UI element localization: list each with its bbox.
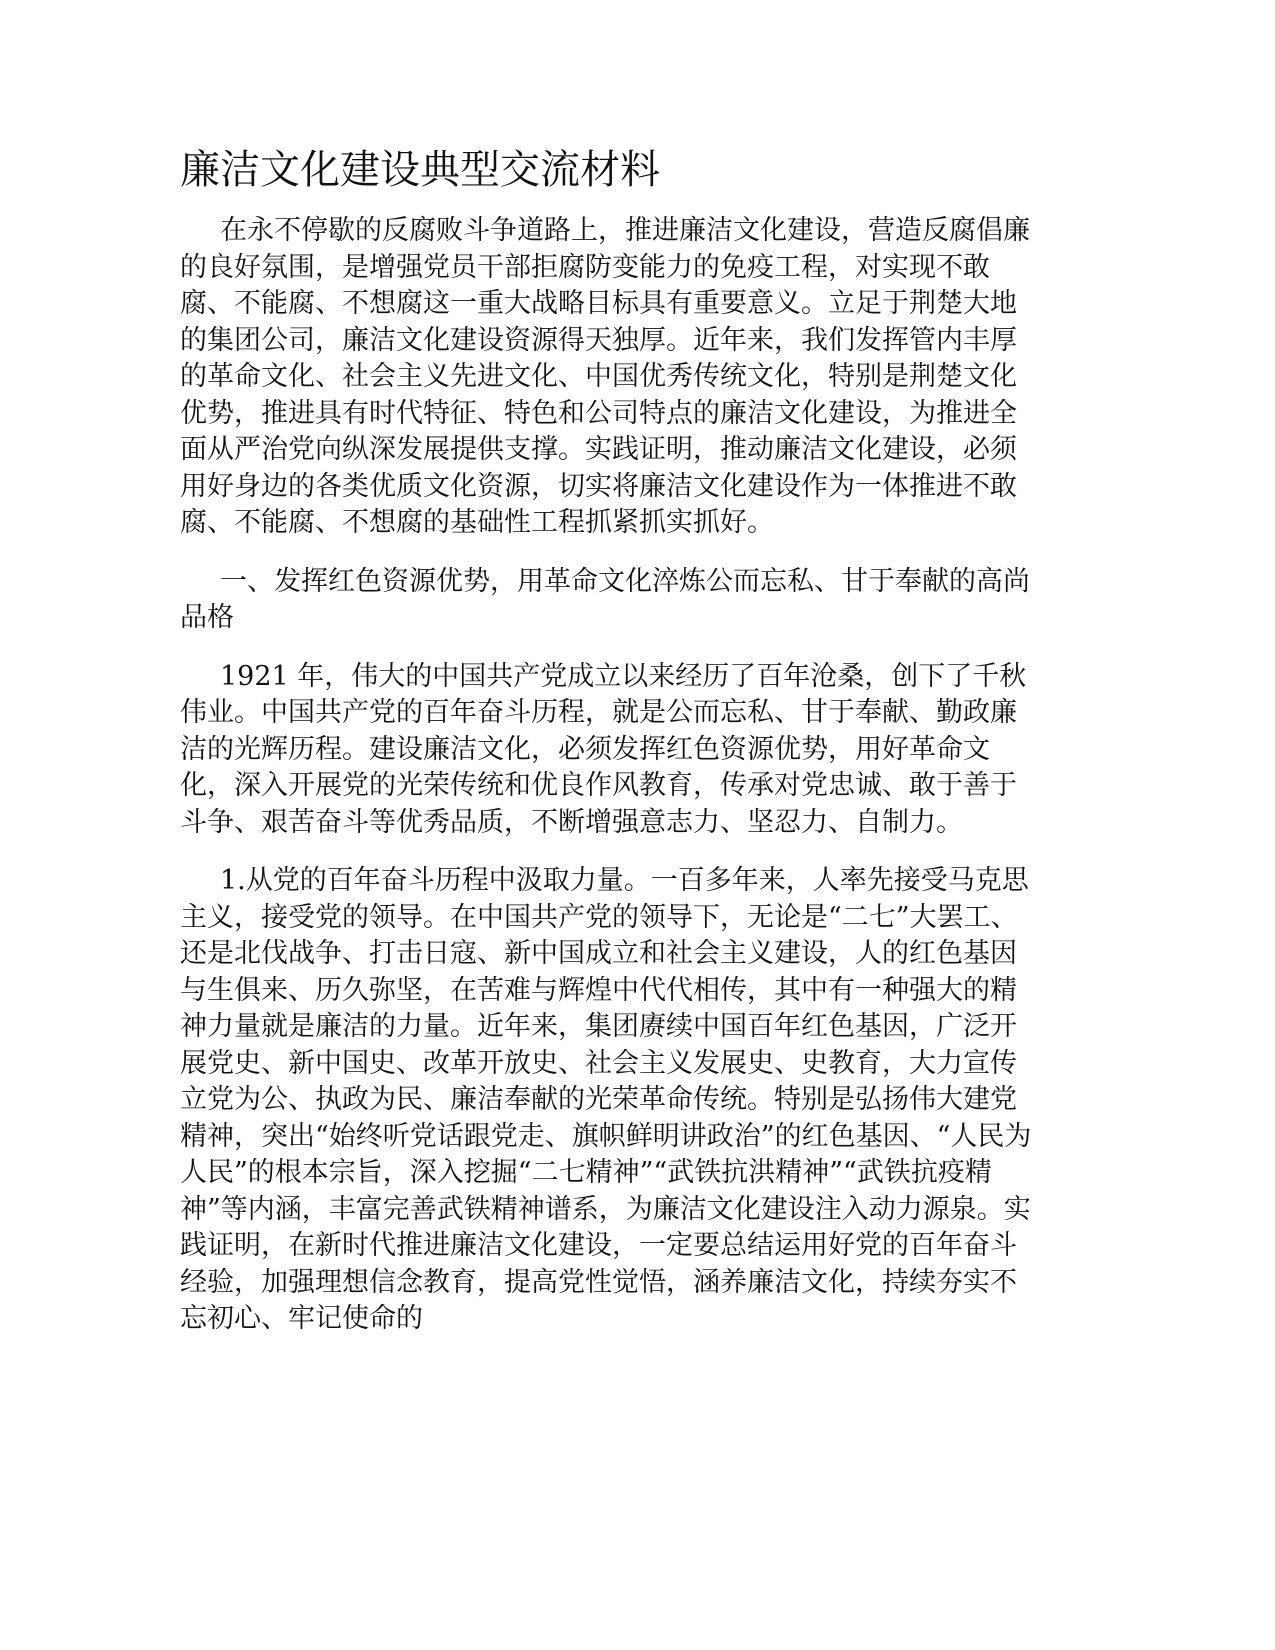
section-heading-1: 一、发挥红色资源优势，用革命文化淬炼公而忘私、甘于奉献的高尚品格 [180, 565, 1030, 633]
document-body [180, 145, 1032, 1360]
document-title: 廉洁文化建设典型交流材料 [180, 147, 660, 193]
subsection-1-paragraph: 1.从党的百年奋斗历程中汲取力量。一百多年来，人率先接受马克思主义，接受党的领导。在中国共产党的领导下，无论是“二七”大罢工、还是北伐战争、打击日寇、新中国成立和社会主义建设，人的红色基因与生俱来、历久弥坚，在苦难与辉煌中代代相传，其中有一种强大的精神力量就是廉洁的力量。近年来，集团赓续中国百年红色基因，广泛开展党史、新中国史、改革开放史、社会主义发展史、史教育，大力宣传立党为公、执政为民、廉洁奉献的光荣革命传统。特别是弘扬伟大建党精神，突出“始终听党话跟党走、旗帜鲜明讲政治”的红色基因、“人民为人民”的根本宗旨，深入挖掘“二七精神”“武铁抗洪精神”“武铁抗疫精神”等内涵，丰富完善武铁精神谱系，为廉洁文化建设注入动力源泉。实践证明，在新时代推进廉洁文化建设，一定要总结运用好党的百年奋斗经验，加强理想信念教育，提高党性觉悟，涵养廉洁文化，持续夯实不忘初心、牢记使命的 [180, 865, 1032, 1334]
section-1-paragraph: 1921 年，伟大的中国共产党成立以来经历了百年沧桑，创下了千秋伟业。中国共产党的百年奋斗历程，就是公而忘私、甘于奉献、勤政廉洁的光辉历程。建设廉洁文化，必须发挥红色资源优势，用好革命文化，深入开展党的光荣传统和优良作风教育，传承对党忠诚、敢于善于斗争、艰苦奋斗等优秀品质，不断增强意志力、坚忍力、自制力。 [180, 660, 1027, 838]
intro-paragraph: 在永不停歇的反腐败斗争道路上，推进廉洁文化建设，营造反腐倡廉的良好氛围，是增强党员干部拒腐防变能力的免疫工程，对实现不敢腐、不能腐、不想腐这一重大战略目标具有重要意义。立足于荆楚大地的集团公司，廉洁文化建设资源得天独厚。近年来，我们发挥管内丰厚的革命文化、社会主义先进文化、中国优秀传统文化，特别是荆楚文化优势，推进具有时代特征、特色和公司特点的廉洁文化建设，为推进全面从严治党向纵深发展提供支撑。实践证明，推动廉洁文化建设，必须用好身边的各类优质文化资源，切实将廉洁文化建设作为一体推进不敢腐、不能腐、不想腐的基础性工程抓紧抓实抓好。 [180, 215, 1030, 538]
